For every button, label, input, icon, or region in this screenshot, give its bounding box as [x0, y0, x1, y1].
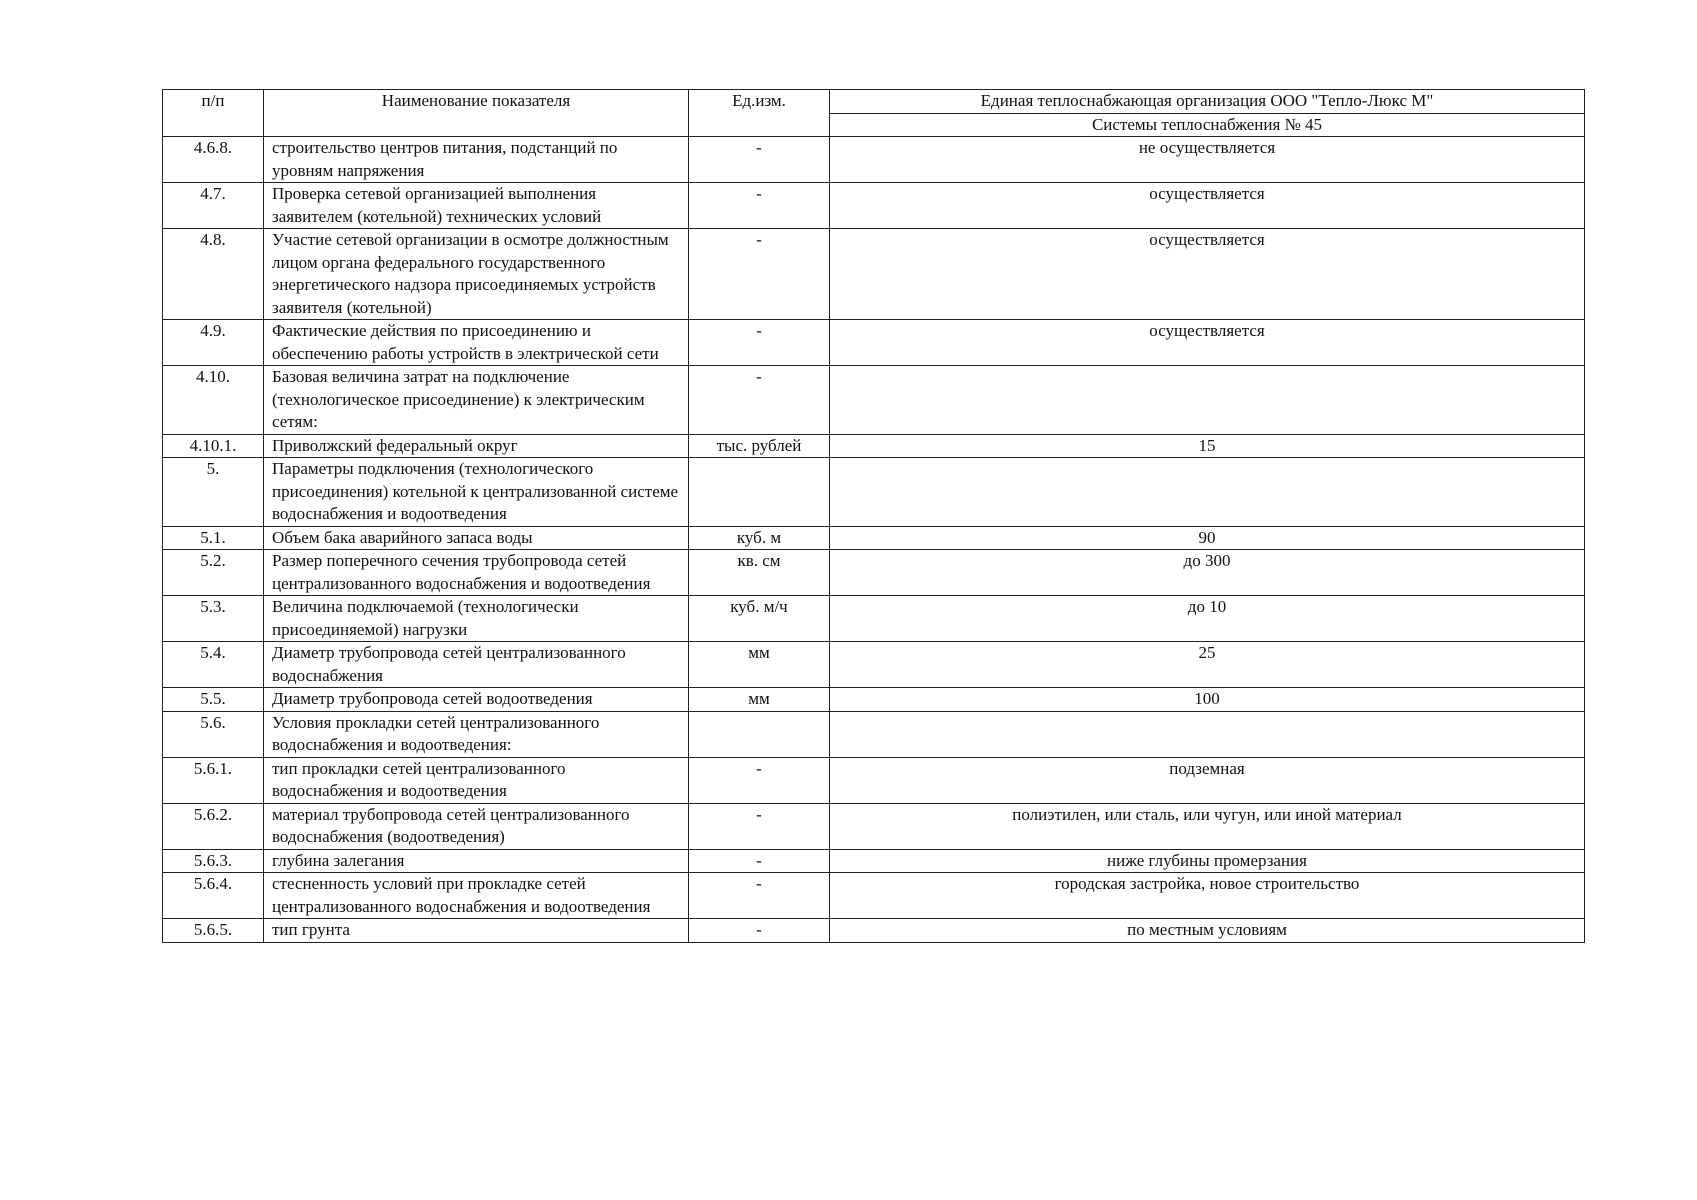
row-unit: -	[689, 919, 830, 943]
row-num: 5.2.	[163, 550, 264, 596]
row-unit: -	[689, 183, 830, 229]
row-name: строительство центров питания, подстанций по уровням напряжения	[264, 137, 689, 183]
table-row	[163, 320, 1585, 366]
row-num: 5.4.	[163, 642, 264, 688]
row-value	[830, 366, 1585, 435]
section-title: Параметры подключения (технологического присоединения) котельной к централизованной системе водоснабжения и водоотведения	[264, 458, 689, 527]
row-unit: -	[689, 849, 830, 873]
header-organization: Единая теплоснабжающая организация ООО "Тепло-Люкс М"	[830, 90, 1585, 114]
row-unit: -	[689, 873, 830, 919]
row-num: 5.3.	[163, 596, 264, 642]
table-row	[163, 919, 1585, 943]
table-row	[163, 137, 1585, 183]
row-name: Проверка сетевой организацией выполнения заявителем (котельной) технических условий	[264, 183, 689, 229]
row-name: стесненность условий при прокладке сетей централизованного водоснабжения и водоотведения	[264, 873, 689, 919]
row-name: тип прокладки сетей централизованного водоснабжения и водоотведения	[264, 757, 689, 803]
row-value	[830, 458, 1585, 527]
row-value: до 10	[830, 596, 1585, 642]
row-num: 5.6.5.	[163, 919, 264, 943]
table-row	[163, 873, 1585, 919]
row-num: 5.6.1.	[163, 757, 264, 803]
header-system: Системы теплоснабжения № 45	[830, 113, 1585, 137]
row-value: осуществляется	[830, 320, 1585, 366]
row-name: Условия прокладки сетей централизованного водоснабжения и водоотведения:	[264, 711, 689, 757]
row-unit: мм	[689, 642, 830, 688]
row-value: ниже глубины промерзания	[830, 849, 1585, 873]
table-row	[163, 366, 1585, 435]
row-num: 4.8.	[163, 229, 264, 320]
row-unit: кв. см	[689, 550, 830, 596]
row-name: Диаметр трубопровода сетей водоотведения	[264, 688, 689, 712]
row-unit	[689, 711, 830, 757]
row-value: осуществляется	[830, 229, 1585, 320]
row-name: Величина подключаемой (технологически присоединяемой) нагрузки	[264, 596, 689, 642]
row-name: Размер поперечного сечения трубопровода сетей централизованного водоснабжения и водоотведения	[264, 550, 689, 596]
row-unit	[689, 458, 830, 527]
row-unit: -	[689, 137, 830, 183]
row-value: до 300	[830, 550, 1585, 596]
header-name: Наименование показателя	[264, 90, 689, 137]
header-num: п/п	[163, 90, 264, 137]
row-num: 5.6.2.	[163, 803, 264, 849]
row-value: осуществляется	[830, 183, 1585, 229]
row-name: Приволжский федеральный округ	[264, 434, 689, 458]
row-num: 5.1.	[163, 526, 264, 550]
table-header	[163, 90, 1585, 137]
row-num: 5.5.	[163, 688, 264, 712]
row-num: 4.6.8.	[163, 137, 264, 183]
table-row	[163, 596, 1585, 642]
row-value: 15	[830, 434, 1585, 458]
row-unit: мм	[689, 688, 830, 712]
row-num: 5.6.3.	[163, 849, 264, 873]
header-unit: Ед.изм.	[689, 90, 830, 137]
section-num: 5.	[163, 458, 264, 527]
row-name: материал трубопровода сетей централизованного водоснабжения (водоотведения)	[264, 803, 689, 849]
row-value: полиэтилен, или сталь, или чугун, или иной материал	[830, 803, 1585, 849]
row-name: Участие сетевой организации в осмотре должностным лицом органа федерального государственного энергетического надзора присоединяемых устройств заявителя (котельной)	[264, 229, 689, 320]
row-unit: тыс. рублей	[689, 434, 830, 458]
table-row	[163, 229, 1585, 320]
table-row	[163, 434, 1585, 458]
table-row	[163, 526, 1585, 550]
row-unit: -	[689, 757, 830, 803]
table-row	[163, 803, 1585, 849]
row-unit: куб. м	[689, 526, 830, 550]
row-name: Базовая величина затрат на подключение (технологическое присоединение) к электрическим сетям:	[264, 366, 689, 435]
table-row	[163, 642, 1585, 688]
table-row	[163, 757, 1585, 803]
row-name: Фактические действия по присоединению и обеспечению работы устройств в электрической сети	[264, 320, 689, 366]
indicators-table	[162, 89, 1585, 943]
row-num: 4.10.	[163, 366, 264, 435]
row-num: 5.6.	[163, 711, 264, 757]
table-row	[163, 711, 1585, 757]
row-value: по местным условиям	[830, 919, 1585, 943]
row-num: 4.9.	[163, 320, 264, 366]
row-unit: -	[689, 803, 830, 849]
row-value: 90	[830, 526, 1585, 550]
row-value: подземная	[830, 757, 1585, 803]
row-unit: куб. м/ч	[689, 596, 830, 642]
row-num: 4.7.	[163, 183, 264, 229]
row-value: городская застройка, новое строительство	[830, 873, 1585, 919]
row-unit: -	[689, 229, 830, 320]
row-value: 25	[830, 642, 1585, 688]
row-value	[830, 711, 1585, 757]
row-unit: -	[689, 366, 830, 435]
row-name: Объем бака аварийного запаса воды	[264, 526, 689, 550]
row-unit: -	[689, 320, 830, 366]
table-row	[163, 183, 1585, 229]
row-name: тип грунта	[264, 919, 689, 943]
section-row	[163, 458, 1585, 527]
row-num: 5.6.4.	[163, 873, 264, 919]
table-row	[163, 849, 1585, 873]
table-row	[163, 550, 1585, 596]
row-value: 100	[830, 688, 1585, 712]
row-value: не осуществляется	[830, 137, 1585, 183]
row-name: Диаметр трубопровода сетей централизованного водоснабжения	[264, 642, 689, 688]
row-num: 4.10.1.	[163, 434, 264, 458]
row-name: глубина залегания	[264, 849, 689, 873]
table-row	[163, 688, 1585, 712]
